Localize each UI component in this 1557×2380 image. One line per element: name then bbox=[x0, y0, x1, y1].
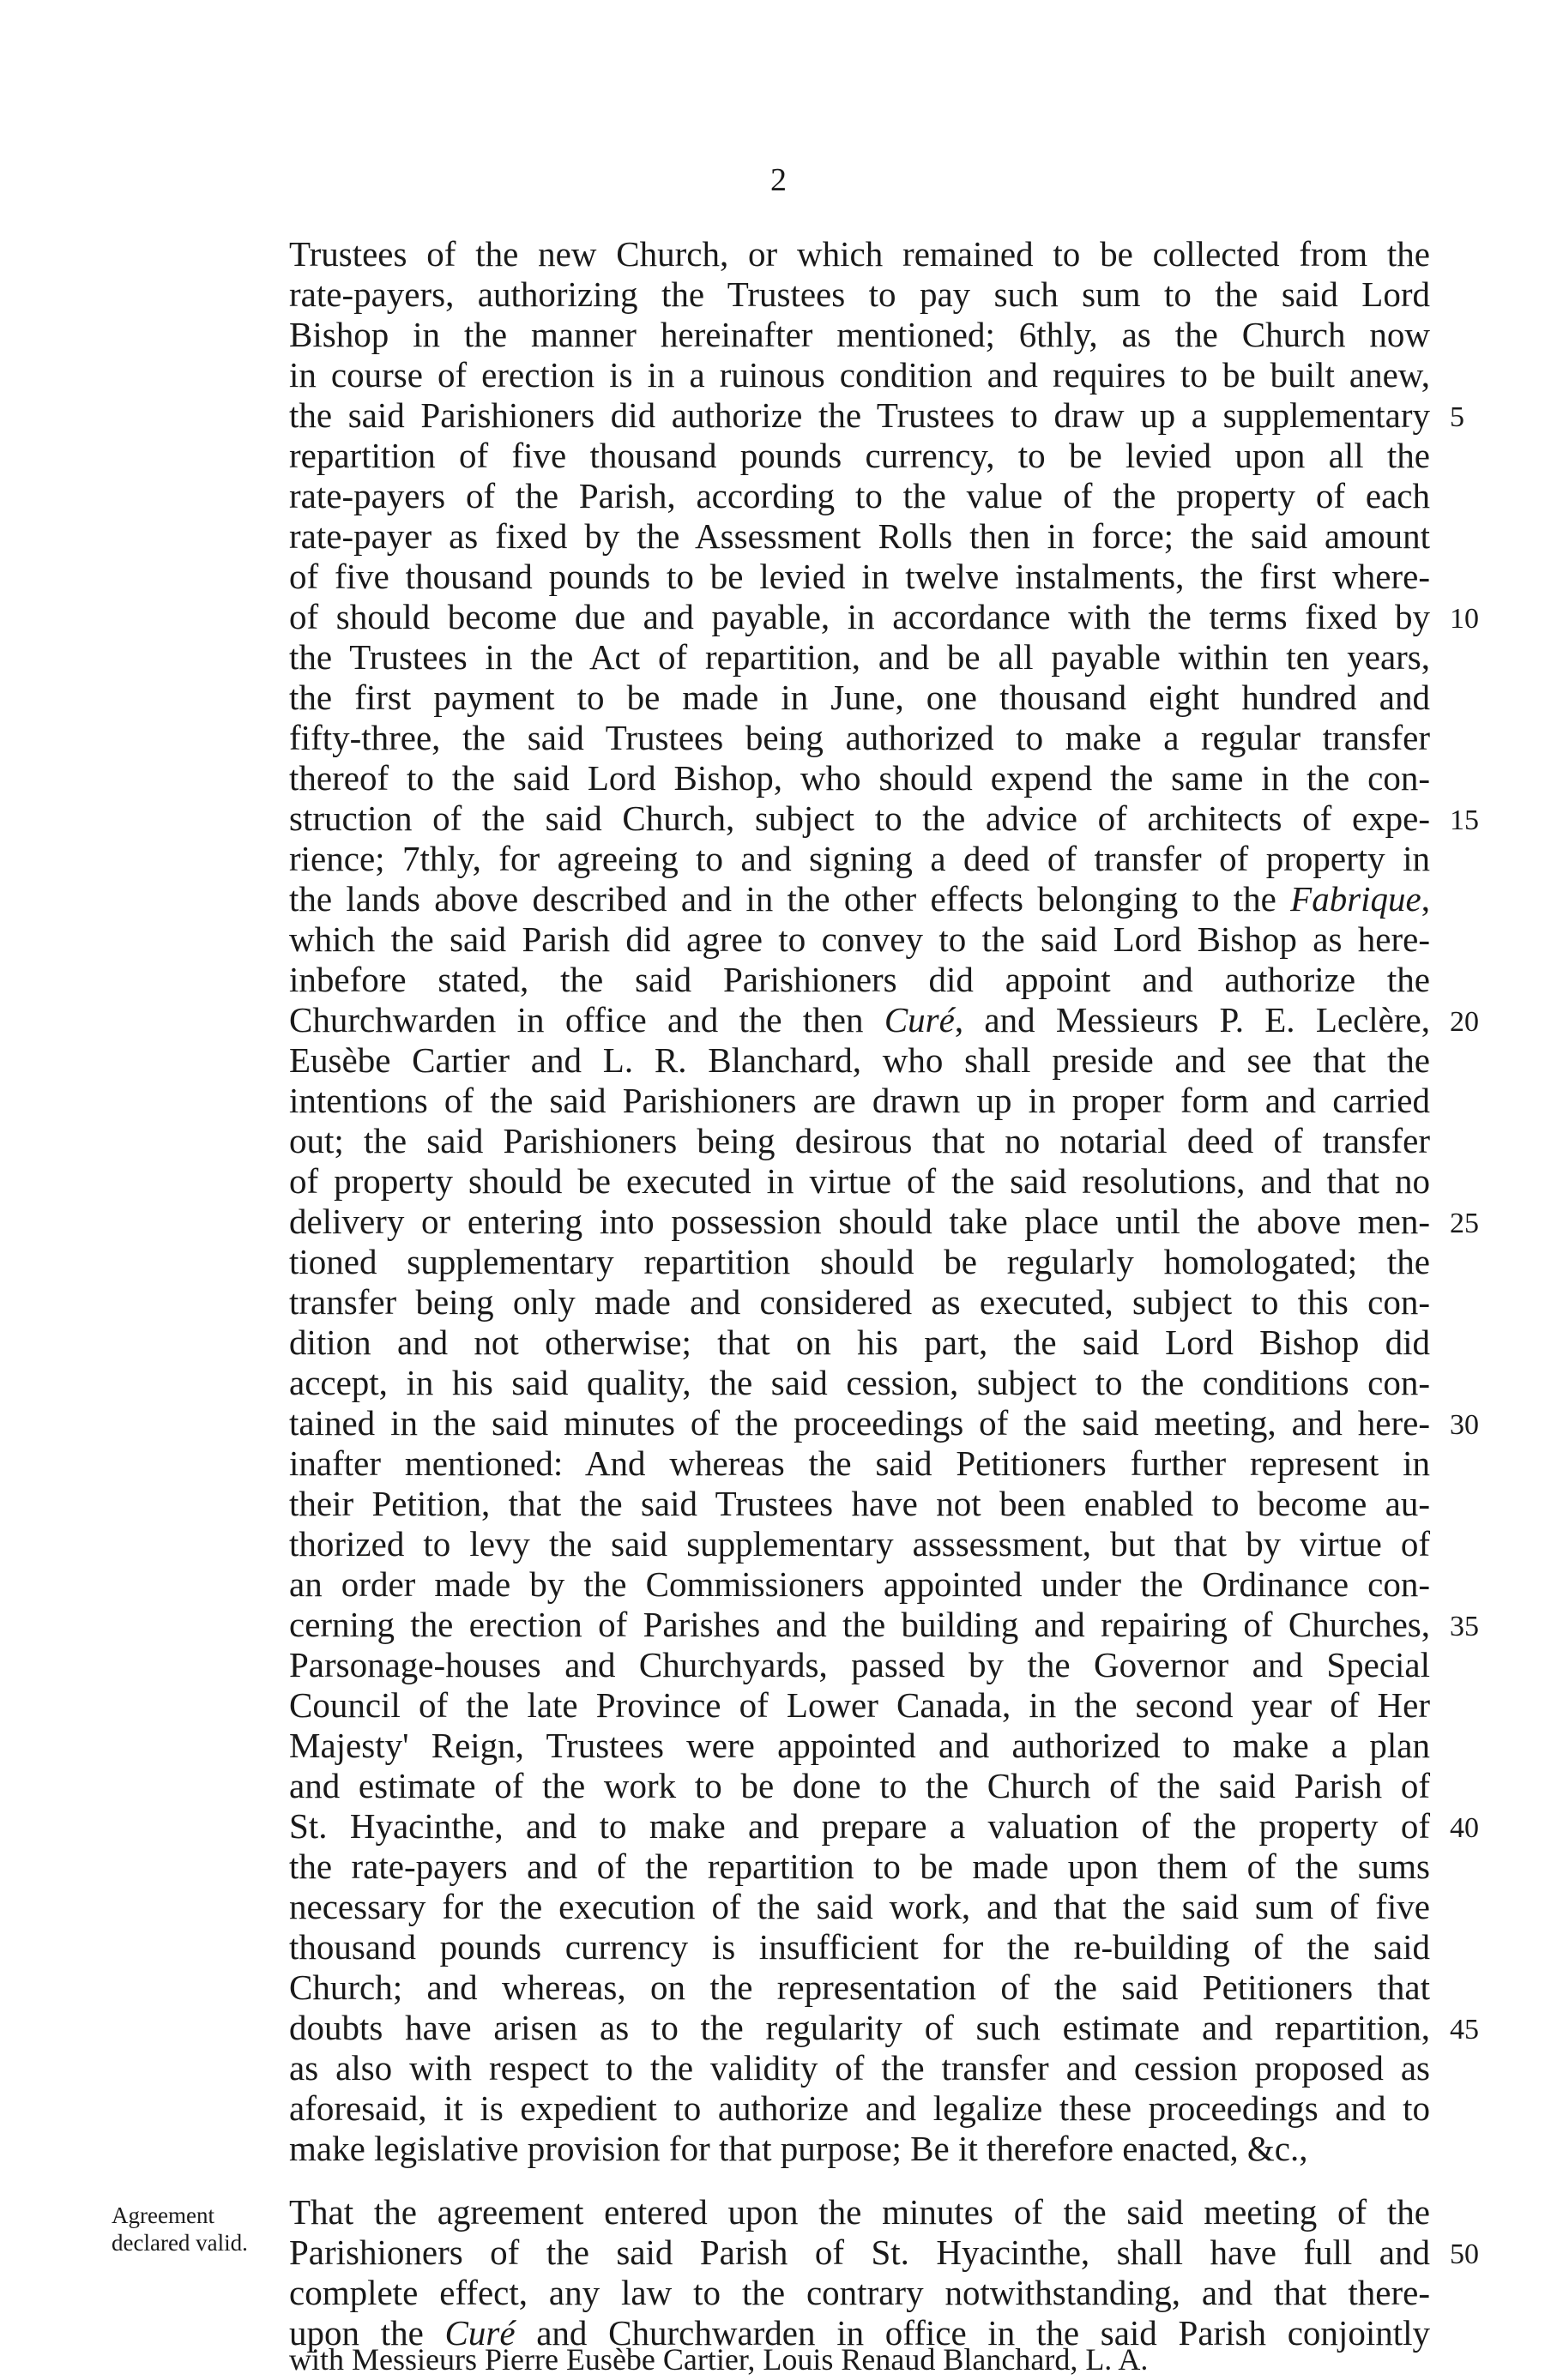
line-number: 40 bbox=[1450, 1812, 1479, 1844]
text-line: of property should be executed in virtue of the said resolutions, and that no bbox=[289, 1161, 1430, 1201]
text-line: transfer being only made and considered as executed, subject to this con- bbox=[289, 1282, 1430, 1322]
text-line: fifty-three, the said Trustees being authorized to make a regular transfer bbox=[289, 718, 1430, 757]
text-line: the rate-payers and of the repartition to be made upon them of the sums bbox=[289, 1847, 1430, 1886]
text-line: complete effect, any law to the contrary notwithstanding, and that there- bbox=[289, 2273, 1430, 2312]
text-line: inafter mentioned: And whereas the said Petitioners further represent in bbox=[289, 1443, 1430, 1483]
text-line: their Petition, that the said Trustees have not been enabled to become au- bbox=[289, 1484, 1430, 1523]
text-line: the Trustees in the Act of repartition, and be all payable within ten years, bbox=[289, 637, 1430, 677]
text-line: of five thousand pounds to be levied in twelve instalments, the first where- bbox=[289, 557, 1430, 596]
text-line: in course of erection is in a ruinous condition and requires to be built anew, bbox=[289, 355, 1430, 395]
text-line: Trustees of the new Church, or which remained to be collected from the bbox=[289, 234, 1430, 274]
text-line: struction of the said Church, subject to the advice of architects of expe- bbox=[289, 798, 1430, 838]
line-number: 45 bbox=[1450, 2014, 1479, 2046]
text-line: thereof to the said Lord Bishop, who should expend the same in the con- bbox=[289, 758, 1430, 798]
text-line: tained in the said minutes of the proceedings of the said meeting, and here- bbox=[289, 1403, 1430, 1443]
text-line: intentions of the said Parishioners are drawn up in proper form and carried bbox=[289, 1081, 1430, 1120]
margin-note-line: declared valid. bbox=[112, 2230, 248, 2256]
text-line: as also with respect to the validity of the transfer and cession proposed as bbox=[289, 2048, 1430, 2088]
text-line: rate-payers, authorizing the Trustees to pay such sum to the said Lord bbox=[289, 274, 1430, 314]
text-line: Parishioners of the said Parish of St. Hyacinthe, shall have full and bbox=[289, 2232, 1430, 2272]
text-line: thorized to levy the said supplementary asssessment, but that by virtue of bbox=[289, 1524, 1430, 1564]
text-line: of should become due and payable, in accordance with the terms fixed by bbox=[289, 597, 1430, 636]
line-number: 15 bbox=[1450, 804, 1479, 836]
text-line: repartition of five thousand pounds currency, to be levied upon all the bbox=[289, 436, 1430, 475]
text-line: which the said Parish did agree to convey to the said Lord Bishop as here- bbox=[289, 919, 1430, 959]
text-line: inbefore stated, the said Parishioners did appoint and authorize the bbox=[289, 960, 1430, 999]
text-line: thousand pounds currency is insufficient for the re-building of the said bbox=[289, 1927, 1430, 1967]
line-number: 10 bbox=[1450, 603, 1479, 635]
text-line: cerning the erection of Parishes and the building and repairing of Churches, bbox=[289, 1605, 1430, 1644]
line-number: 20 bbox=[1450, 1006, 1479, 1038]
text-line: necessary for the execution of the said work, and that the said sum of five bbox=[289, 1887, 1430, 1926]
line-number: 30 bbox=[1450, 1409, 1479, 1441]
text-line: Eusèbe Cartier and L. R. Blanchard, who shall preside and see that the bbox=[289, 1040, 1430, 1080]
page-number: 2 bbox=[770, 162, 787, 198]
text-line: rate-payer as fixed by the Assessment Rolls then in force; the said amount bbox=[289, 516, 1430, 556]
text-line: Parsonage-houses and Churchyards, passed by the Governor and Special bbox=[289, 1645, 1430, 1684]
text-line: Church; and whereas, on the representation of the said Petitioners that bbox=[289, 1967, 1430, 2007]
text-line: with Messieurs Pierre Eusèbe Cartier, Louis Renaud Blanchard, L. A. bbox=[289, 2344, 1149, 2375]
text-line: aforesaid, it is expedient to authorize and legalize these proceedings and to bbox=[289, 2088, 1430, 2128]
text-line: rience; 7thly, for agreeing to and signing a deed of transfer of property in bbox=[289, 839, 1430, 878]
margin-note-line: Agreement bbox=[112, 2202, 214, 2228]
text-line: upon the Curé and Churchwarden in office in the said Parish conjointly bbox=[289, 2313, 1430, 2353]
text-line: the first payment to be made in June, one thousand eight hundred and bbox=[289, 678, 1430, 717]
text-line: doubts have arisen as to the regularity of such estimate and repartition, bbox=[289, 2008, 1430, 2047]
text-line: accept, in his said quality, the said cession, subject to the conditions con- bbox=[289, 1363, 1430, 1402]
text-line: and estimate of the work to be done to the Church of the said Parish of bbox=[289, 1766, 1430, 1805]
text-line: tioned supplementary repartition should be regularly homologated; the bbox=[289, 1242, 1430, 1281]
text-line: an order made by the Commissioners appointed under the Ordinance con- bbox=[289, 1564, 1430, 1604]
text-line: out; the said Parishioners being desirous that no notarial deed of transfer bbox=[289, 1121, 1430, 1160]
text-line: make legislative provision for that purpose; Be it therefore enacted, &c., bbox=[289, 2129, 1308, 2168]
text-line: the lands above described and in the other effects belonging to the Fabrique, bbox=[289, 879, 1430, 919]
text-line: Churchwarden in office and the then Curé, and Messieurs P. E. Leclère, bbox=[289, 1000, 1430, 1039]
text-line: delivery or entering into possession should take place until the above men- bbox=[289, 1202, 1430, 1241]
line-number: 5 bbox=[1450, 401, 1464, 433]
line-number: 25 bbox=[1450, 1208, 1479, 1239]
line-number: 50 bbox=[1450, 2238, 1479, 2270]
text-line: That the agreement entered upon the minutes of the said meeting of the bbox=[289, 2192, 1430, 2232]
line-number: 35 bbox=[1450, 1611, 1479, 1642]
text-line: rate-payers of the Parish, according to the value of the property of each bbox=[289, 476, 1430, 515]
text-line: the said Parishioners did authorize the Trustees to draw up a supplementary bbox=[289, 395, 1430, 435]
text-line: Council of the late Province of Lower Canada, in the second year of Her bbox=[289, 1685, 1430, 1725]
text-line: St. Hyacinthe, and to make and prepare a valuation of the property of bbox=[289, 1806, 1430, 1846]
text-line: dition and not otherwise; that on his part, the said Lord Bishop did bbox=[289, 1323, 1430, 1362]
text-line: Bishop in the manner hereinafter mentioned; 6thly, as the Church now bbox=[289, 315, 1430, 354]
text-line: Majesty' Reign, Trustees were appointed and authorized to make a plan bbox=[289, 1726, 1430, 1765]
